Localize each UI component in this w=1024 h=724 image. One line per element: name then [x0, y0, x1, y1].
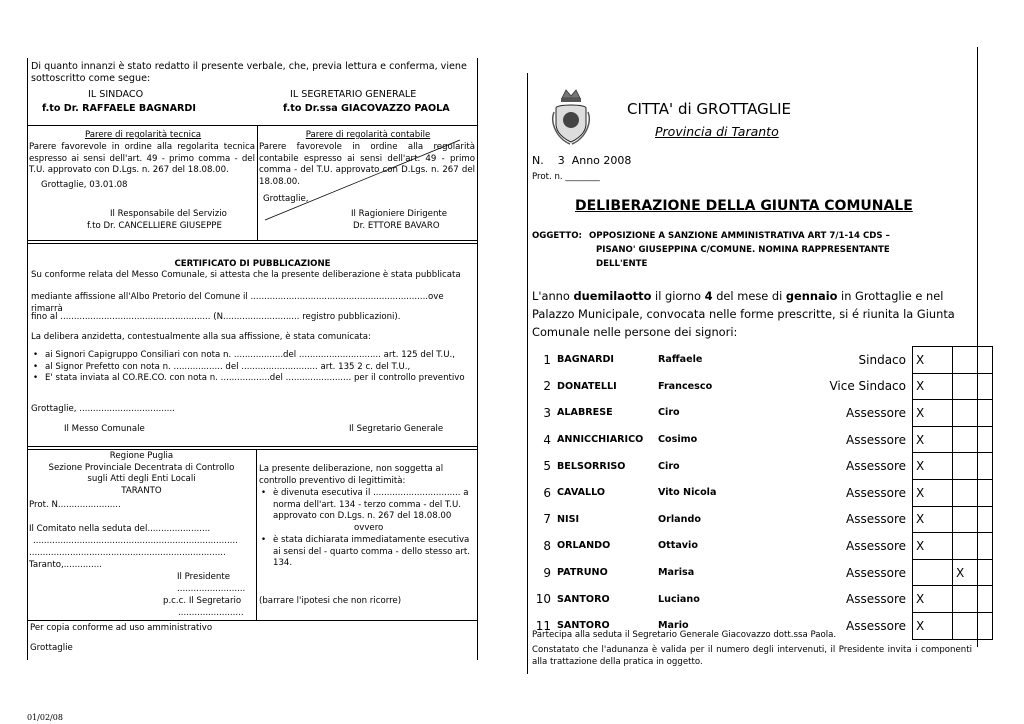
- member-present: X: [913, 506, 953, 533]
- member-name: Mario: [658, 620, 689, 632]
- regione-line: TARANTO: [121, 485, 162, 496]
- member-number: 11: [535, 618, 551, 633]
- oggetto-line-3: DELL'ENTE: [596, 259, 648, 269]
- member-surname: PATRUNO: [557, 567, 608, 579]
- member-name: Ottavio: [658, 540, 698, 552]
- member-absent: [953, 533, 993, 560]
- member-present: X: [913, 612, 953, 639]
- member-role: Vice Sindaco: [829, 379, 906, 394]
- esecutiva-list: [259, 488, 475, 523]
- cert-line-2: mediante affissione all'Albo Pretorio del Comune il .................................................................ove rimarrà: [31, 292, 444, 314]
- table-row: [531, 586, 993, 613]
- parere-contabile-date: Grottaglie,: [263, 194, 309, 204]
- cert-bullets: [31, 350, 477, 385]
- regione-block: [27, 451, 256, 497]
- member-present: [913, 559, 953, 586]
- mese-pre: del mese di: [712, 289, 786, 303]
- member-surname: NISI: [557, 513, 580, 525]
- member-present: X: [913, 373, 953, 400]
- member-present: X: [913, 533, 953, 560]
- members-table: [531, 346, 993, 640]
- member-absent: [953, 586, 993, 613]
- oggetto-line-2: PISANO' GIUSEPPINA C/COMUNE. NOMINA RAPPRESENTANTE: [596, 245, 890, 255]
- member-present: X: [913, 453, 953, 480]
- divider-regione-top: [27, 446, 478, 447]
- anno-pre: L'anno: [532, 289, 574, 303]
- presidente-label: Il Presidente: [177, 572, 231, 582]
- cert-bullet: • al Signor Prefetto con nota n. .................. del ............................ art. 135 2 c. del T.U.,: [31, 362, 477, 374]
- member-role: Assessore: [846, 405, 906, 420]
- divider-pareri-mid: [257, 125, 258, 240]
- oggetto-label: OGGETTO:: [532, 231, 582, 241]
- parere-tecnica-text: Parere favorevole in ordine alla regolarita tecnica espresso ai sensi dell'art. 49 - primo comma - del T.U. approvato con D.Lgs. n. 267 del 18.08.00.: [29, 142, 255, 176]
- cert-date: Grottaglie, ...................................: [31, 404, 175, 414]
- member-present: X: [913, 586, 953, 613]
- member-number: 7: [543, 512, 551, 527]
- member-role: Assessore: [846, 459, 906, 474]
- responsabile-name: f.to Dr. CANCELLIERE GIUSEPPE: [87, 221, 222, 231]
- member-role: Assessore: [846, 512, 906, 527]
- member-role: Assessore: [846, 538, 906, 553]
- presidente-dots: .........................: [177, 584, 246, 594]
- cert-line-1: Su conforme relata del Messo Comunale, si attesta che la presente deliberazione è stata pubblicata: [31, 270, 461, 280]
- delibera-number: N. 3 Anno 2008: [532, 154, 632, 167]
- constatato-text: Constatato che l'adunanza è valida per il numero degli intervenuti, il Presidente invita i componenti alla trattazione della pratica in oggetto.: [532, 645, 972, 667]
- pcc-segretario: p.c.c. Il Segretario: [163, 596, 242, 606]
- segretario-label: IL SEGRETARIO GENERALE: [290, 89, 417, 100]
- member-absent: [953, 479, 993, 506]
- member-number: 3: [543, 405, 551, 420]
- left-border-left: [27, 58, 28, 660]
- city-title: CITTA' di GROTTAGLIE: [627, 100, 792, 118]
- member-number: 6: [543, 485, 551, 500]
- member-name: Francesco: [658, 380, 713, 392]
- giorno-value: 4: [704, 289, 713, 303]
- messo-label: Il Messo Comunale: [64, 424, 145, 434]
- parere-contabile-title: Parere di regolarità contabile: [305, 130, 431, 140]
- taranto-date: Taranto,..............: [29, 560, 102, 570]
- table-row: [531, 479, 993, 506]
- province-title: Provincia di Taranto: [655, 124, 779, 139]
- delibera-prot: Prot. n. ________: [532, 172, 600, 182]
- ragioniere-name: Dr. ETTORE BAVARO: [353, 221, 440, 231]
- anno-post: in Grottaglie e nel Palazzo Municipale, convocata nelle forme prescritte, si é riunita la Giunta Comunale nelle persone dei signori:: [532, 289, 955, 339]
- member-role: Assessore: [846, 485, 906, 500]
- non-soggetta-text: La presente deliberazione, non soggetta al controllo preventivo di legittimità:: [259, 464, 444, 486]
- regione-prot: Prot. N.......................: [29, 500, 121, 510]
- member-absent: [953, 426, 993, 453]
- table-row: [531, 400, 993, 427]
- giorno-pre: il giorno: [651, 289, 705, 303]
- member-absent: X: [953, 559, 993, 586]
- member-name: Raffaele: [658, 354, 703, 366]
- member-name: Marisa: [658, 567, 695, 579]
- comitato-dots-2: ........................................................................: [29, 548, 226, 558]
- divider-cert-top: [27, 240, 478, 241]
- regione-line: Sezione Provinciale Decentrata di Controllo: [48, 462, 235, 473]
- seduta-intro: [532, 287, 960, 341]
- member-surname: ALABRESE: [557, 407, 613, 419]
- right-border-left: [527, 73, 528, 674]
- member-name: Cosimo: [658, 434, 698, 446]
- member-surname: CAVALLO: [557, 487, 606, 499]
- partecipa-text: Partecipa alla seduta il Segretario Generale Giacovazzo dott.ssa Paola.: [532, 630, 837, 640]
- grottaglie-text: Grottaglie: [30, 643, 73, 653]
- comitato-text: Il Comitato nella seduta del.......................: [29, 524, 211, 534]
- member-surname: BAGNARDI: [557, 354, 614, 366]
- table-row: [531, 559, 993, 586]
- comitato-dots-1: ...........................................................................: [33, 536, 238, 546]
- member-role: Assessore: [846, 592, 906, 607]
- member-role: Assessore: [846, 432, 906, 447]
- delibera-title: DELIBERAZIONE DELLA GIUNTA COMUNALE: [575, 198, 913, 214]
- regione-line: sugli Atti degli Enti Locali: [87, 474, 196, 485]
- divider-copia-top: [27, 620, 478, 621]
- member-number: 2: [543, 379, 551, 394]
- member-surname: BELSORRISO: [557, 460, 626, 472]
- cert-line-3: fino al ....................................................... (N............................ registro pubblicazioni).: [31, 312, 401, 322]
- left-border-right: [477, 58, 478, 660]
- table-row: [531, 533, 993, 560]
- mese-value: gennaio: [785, 289, 838, 303]
- member-role: Assessore: [846, 618, 906, 633]
- table-row: [531, 453, 993, 480]
- member-absent: [953, 506, 993, 533]
- member-absent: [953, 347, 993, 374]
- divider-regione-mid: [256, 449, 257, 620]
- member-name: Luciano: [658, 593, 700, 605]
- member-surname: ORLANDO: [557, 540, 611, 552]
- footer-date: 01/02/08: [27, 713, 63, 722]
- parere-tecnica-date: Grottaglie, 03.01.08: [41, 180, 128, 190]
- member-absent: [953, 373, 993, 400]
- table-row: [531, 373, 993, 400]
- member-name: Vito Nicola: [658, 487, 717, 499]
- ovvero-text: ovvero: [354, 523, 384, 533]
- cert-title: CERTIFICATO DI PUBBLICAZIONE: [174, 259, 331, 269]
- ragioniere-label: Il Ragioniere Dirigente: [351, 209, 448, 219]
- parere-tecnica-title: Parere di regolarità tecnica: [84, 130, 202, 140]
- strike-line: [260, 135, 470, 225]
- cert-line-4: La delibera anzidetta, contestualmente alla sua affissione, è stata comunicata:: [31, 332, 371, 342]
- divider-regione-top2: [27, 449, 478, 450]
- esecutiva-list-2: [259, 535, 475, 570]
- member-name: Ciro: [658, 460, 680, 472]
- member-role: Sindaco: [858, 352, 906, 367]
- divider-cert-top2: [27, 243, 478, 244]
- esecutiva-item: • è stata dichiarata immediatamente esecutiva ai sensi del - quarto comma - dello stesso art. 134.: [259, 535, 475, 570]
- member-number: 10: [535, 592, 551, 607]
- member-absent: [953, 453, 993, 480]
- parere-contabile-text: Parere favorevole in ordine alla regolarità contabile espresso ai sensi dell'art. 49 - primo comma - del T.U. approvato con D.Lgs. n. 267 del 18.08.00.: [259, 142, 475, 187]
- member-number: 4: [543, 432, 551, 447]
- table-row: [531, 426, 993, 453]
- member-name: Ciro: [658, 407, 680, 419]
- regione-line: Regione Puglia: [109, 451, 174, 461]
- member-absent: [953, 400, 993, 427]
- anno-value: duemilaotto: [573, 289, 652, 303]
- member-surname: SANTORO: [557, 593, 610, 605]
- oggetto-line-1: OPPOSIZIONE A SANZIONE AMMINISTRATIVA ART 7/1-14 CDS –: [589, 231, 890, 241]
- member-present: X: [913, 426, 953, 453]
- barrare-text: (barrare l'ipotesi che non ricorre): [259, 596, 402, 606]
- member-number: 1: [543, 352, 551, 367]
- table-row: [531, 506, 993, 533]
- member-present: X: [913, 347, 953, 374]
- pcc-dots: ........................: [178, 608, 244, 618]
- sindaco-name: f.to Dr. RAFFAELE BAGNARDI: [42, 103, 196, 114]
- sindaco-label: IL SINDACO: [88, 89, 144, 100]
- cert-bullet: • E' stata inviata al CO.RE.CO. con nota n. ..................del ........................ per il controllo preventivo: [31, 373, 477, 385]
- table-row: [531, 347, 993, 374]
- divider-pareri-top: [27, 125, 478, 126]
- member-present: X: [913, 400, 953, 427]
- copia-text: Per copia conforme ad uso amministrativo: [30, 623, 213, 633]
- member-surname: DONATELLI: [557, 380, 617, 392]
- segretario-name: f.to Dr.ssa GIACOVAZZO PAOLA: [283, 103, 450, 114]
- member-number: 8: [543, 538, 551, 553]
- member-number: 9: [543, 565, 551, 580]
- member-role: Assessore: [846, 565, 906, 580]
- esecutiva-item: • è divenuta esecutiva il ................................ a norma dell'art. 134 - terzo comma - del T.U. approvato con D.Lgs. n. 267 del 18.08.00: [259, 488, 475, 523]
- member-surname: ANNICCHIARICO: [557, 434, 644, 446]
- intro-text: Di quanto innanzi è stato redatto il presente verbale, che, previa lettura e conferma, viene sottoscritto come segue:: [31, 61, 467, 85]
- member-present: X: [913, 479, 953, 506]
- cert-bullet: • ai Signori Capigruppo Consiliari con nota n. ..................del .............................. art. 125 del T.U.,: [31, 350, 477, 362]
- segretario-gen-label: Il Segretario Generale: [349, 424, 444, 434]
- responsabile-label: Il Responsabile del Servizio: [110, 209, 227, 219]
- city-crest-icon: [550, 88, 592, 148]
- member-number: 5: [543, 459, 551, 474]
- member-name: Orlando: [658, 513, 701, 525]
- member-surname: SANTORO: [557, 620, 610, 632]
